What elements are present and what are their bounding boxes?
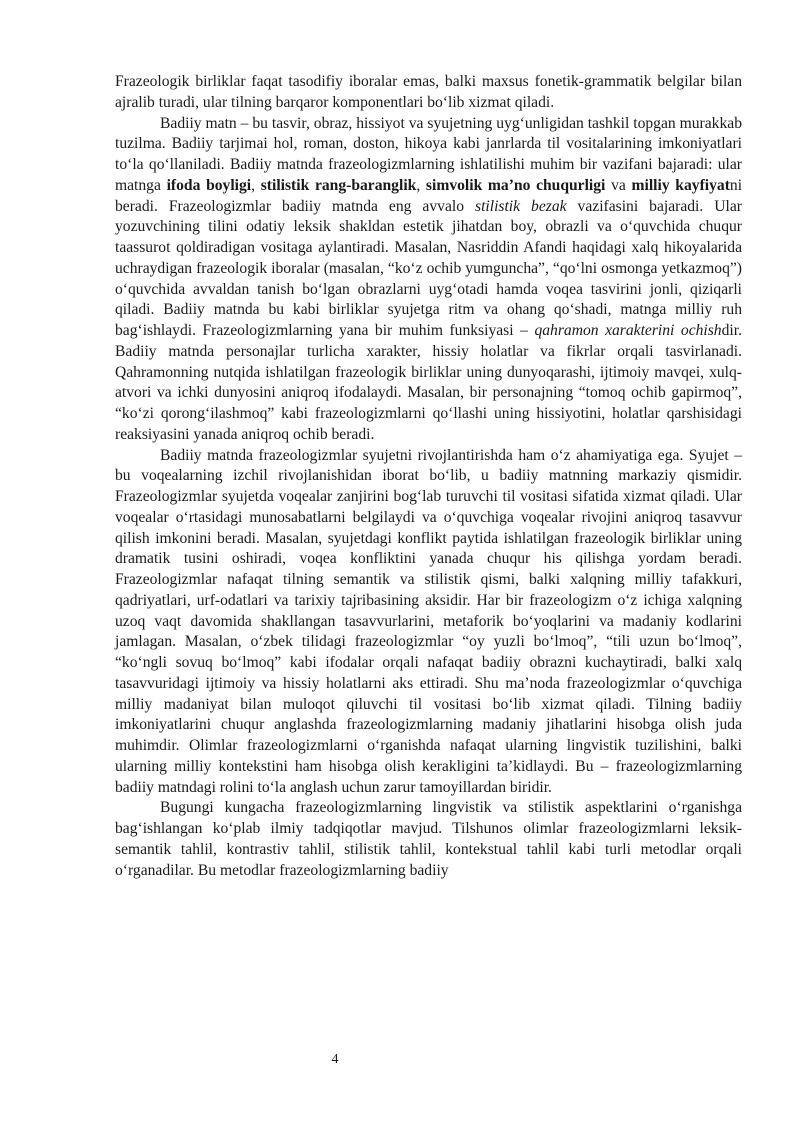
- paragraph-2: [115, 114, 742, 446]
- text-run: vazifasini bajaradi. Ular yozuvchining tilini odatiy leksik shakldan estetik jihatdan boy, obrazli va o‘quvchida chuqur taassurot qoldiradigan vositaga aylantiradi. Masalan, Nasriddin Afandi haqidagi xalq hikoyalarida uchraydigan frazeologik iboralar (masalan, “ko‘z ochib yumguncha”, “qo‘lni osmonga yetkazmoq”) o‘quvchida avvaldan tanish bo‘lgan obrazlarni uyg‘otadi hamda voqea tasvirini jonli, qiziqarli qiladi. Badiiy matnda bu kabi birliklar syujetga ritm va ohang qo‘shadi, matnga milliy ruh bag‘ishlaydi. Frazeologizmlarning yana bir muhim funksiyasi –: [115, 197, 742, 339]
- bold-term: milliy kayfiyat: [631, 176, 730, 194]
- paragraph-4: Bugungi kungacha frazeologizmlarning lingvistik va stilistik aspektlarini o‘rganishga bag‘ishlangan ko‘plab ilmiy tadqiqotlar mavjud. Tilshunos olimlar frazeologizmlarni leksik-semantik tahlil, kontrastiv tahlil, stilistik tahlil, kontekstual tahlil kabi turli metodlar orqali o‘rganadilar. Bu metodlar frazeologizmlarning badiiy: [115, 799, 742, 879]
- italic-term: qahramon xarakterini ochish: [534, 322, 722, 339]
- text-run: dir. Badiiy matnda personajlar turlicha xarakter, hissiy holatlar va fikrlar orqali tasvirlanadi. Qahramonning nutqida ishlatilgan frazeologik birliklar uning dunyoqarashi, ijtimoiy mavqei, xulq-atvori va ichki dunyosini aniqroq ifodalaydi. Masalan, bir personajning “tomoq ochib gapirmoq”, “ko‘zi qorong‘ilashmoq” kabi frazeologizmlarni qo‘llashi uning hissiyotini, holatlar qarshisidagi reaksiyasini yanada aniqroq ochib beradi.: [115, 322, 742, 443]
- text-run: Badiiy matn – bu tasvir, obraz, hissiyot va syujetning uyg‘unligidan tashkil topgan murakkab tuzilma. Badiiy tarjimai hol, roman, doston, hikoya kabi janrlarda til vositalarining imkoniyatlari to‘la qo‘llaniladi. Badiiy matnda frazeologizmlarning ishlatilishi muhim bir vazifani bajaradi: ular matnga: [115, 114, 742, 194]
- bold-term: simvolik ma’no chuqurligi: [425, 176, 606, 194]
- text-run: ,: [251, 176, 261, 194]
- text-run: ,: [416, 176, 426, 194]
- paragraph-3: Badiiy matnda frazeologizmlar syujetni rivojlantirishda ham o‘z ahamiyatiga ega. Syujet – bu voqealarning izchil rivojlanishidan iborat bo‘lib, u badiiy matnning markaziy qismidir. Frazeologizmlar syujetda voqealar zanjirini bog‘lab turuvchi til vositasi sifatida xizmat qiladi. Ular voqealar o‘rtasidagi munosabatlarni belgilaydi va o‘quvchiga voqealar rivojini aniqroq tasavvur qilish imkonini beradi. Masalan, syujetdagi konflikt paytida ishlatilgan frazeologik birliklar uning dramatik tusini oshiradi, voqea konfliktini yanada chuqur his qilishga yordam beradi. Frazeologizmlar nafaqat tilning semantik va stilistik qismi, balki xalqning milliy tafakkuri, qadriyatlari, urf-odatlari va tarixiy tajribasining aksidir. Har bir frazeologizm o‘z ichiga xalqning uzoq vaqt davomida shakllangan tasavvurlarini, metaforik bo‘yoqlarini va madaniy kodlarini jamlagan. Masalan, o‘zbek tilidagi frazeologizmlar “oy yuzli bo‘lmoq”, “tili uzun bo‘lmoq”, “ko‘ngli sovuq bo‘lmoq” kabi ifodalar orqali nafaqat badiiy obrazni kuchaytiradi, balki xalq tasavvuridagi ijtimoiy va hissiy holatlarni aks ettiradi. Shu ma’noda frazeologizmlar o‘quvchiga milliy madaniyat bilan muloqot qiluvchi til vositasi bo‘lib xizmat qiladi. Tilning badiiy imkoniyatlarini chuqur anglashda frazeologizmlarning madaniy jihatlarini hisobga olish juda muhimdir. Olimlar frazeologizmlarni o‘rganishda nafaqat ularning lingvistik tuzilishini, balki ularning milliy kontekstini ham hisobga olish kerakligini ta’kidlaydi. Bu – frazeologizmlarning badiiy matndagi rolini to‘la anglash uchun zarur tamoyillardan biridir.: [115, 446, 742, 796]
- italic-term: stilistik bezak: [475, 197, 567, 215]
- document-body: [115, 72, 742, 881]
- bold-term: stilistik rang-baranglik: [260, 176, 417, 194]
- text-run: va: [605, 176, 632, 194]
- page-number: 4: [331, 1052, 339, 1067]
- text-run: ni beradi. Frazeologizmlar badiiy matnda eng avvalo: [115, 176, 743, 215]
- bold-term: ifoda boyligi: [166, 176, 252, 194]
- paragraph-1: Frazeologik birliklar faqat tasodifiy iboralar emas, balki maxsus fonetik-grammatik belgilar bilan ajralib turadi, ular tilning barqaror komponentlari bo‘lib xizmat qiladi.: [115, 73, 742, 111]
